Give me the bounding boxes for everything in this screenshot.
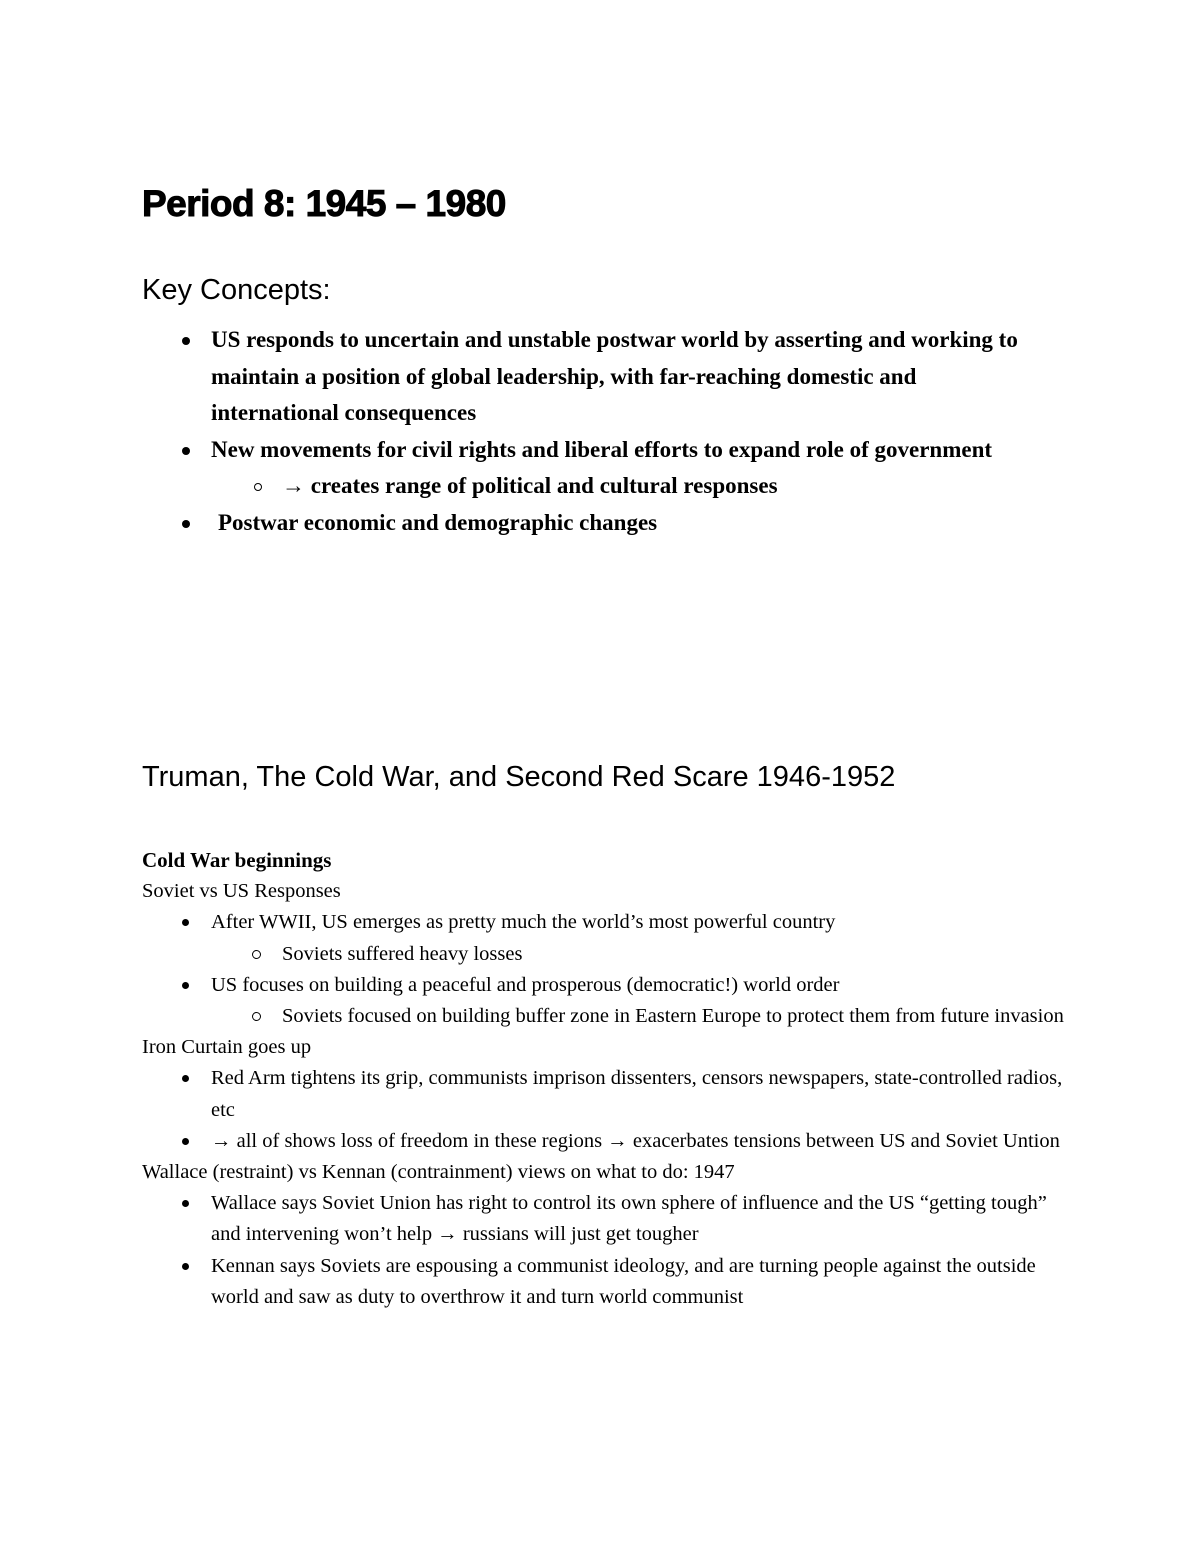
- sub-list-item: [142, 468, 1042, 505]
- bullet-icon: [182, 447, 190, 455]
- bullet-icon: [182, 1263, 189, 1270]
- bullet-icon: [182, 919, 189, 926]
- hollow-bullet-icon: [254, 483, 262, 491]
- sub-list-item: [142, 1001, 1072, 1032]
- list-item-text: → all of shows loss of freedom in these regions → exacerbates tensions between US and Soviet Untion: [211, 1129, 1060, 1152]
- list-item: [142, 1063, 1072, 1125]
- page-title: Period 8: 1945 – 1980: [142, 183, 506, 224]
- bullet-icon: [182, 1075, 189, 1082]
- list-item: [142, 970, 1072, 1001]
- list-item-text: After WWII, US emerges as pretty much the world’s most powerful country: [211, 911, 836, 934]
- key-concepts-list: [142, 322, 1042, 541]
- bullet-icon: [182, 337, 190, 345]
- section-heading: Truman, The Cold War, and Second Red Scare 1946-1952: [142, 761, 896, 793]
- list-item: [142, 1126, 1072, 1157]
- sub-list-item-text: Soviets focused on building buffer zone in Eastern Europe to protect them from future invasion: [282, 1005, 1064, 1028]
- sub-list-item: [142, 939, 1072, 970]
- notes-body: [142, 845, 1072, 1313]
- hollow-bullet-icon: [252, 1012, 261, 1021]
- list-item-text: US focuses on building a peaceful and prosperous (democratic!) world order: [211, 973, 840, 996]
- key-concepts-heading: Key Concepts:: [142, 274, 331, 306]
- bullet-icon: [182, 982, 189, 989]
- list-item: [142, 322, 1042, 432]
- list-item-text: Postwar economic and demographic changes: [218, 509, 658, 535]
- list-item-text: Kennan says Soviets are espousing a communist ideology, and are turning people against the outside world and saw as duty to overthrow it and turn world communist: [211, 1254, 1036, 1308]
- list-item: [142, 1188, 1072, 1250]
- list-item: [142, 1251, 1072, 1313]
- subsection-title: Cold War beginnings: [142, 848, 332, 872]
- sub-list-item-text: → creates range of political and cultural responses: [282, 473, 778, 498]
- list-item-text: Red Arm tightens its grip, communists imprison dissenters, censors newspapers, state-controlled radios, etc: [211, 1067, 1063, 1121]
- bullet-icon: [182, 1200, 189, 1207]
- list-item: [142, 907, 1072, 938]
- list-item-text: New movements for civil rights and liberal efforts to expand role of government: [211, 436, 993, 462]
- group-label: Soviet vs US Responses: [142, 880, 341, 903]
- group-label: Iron Curtain goes up: [142, 1036, 312, 1059]
- list-item-text: Wallace says Soviet Union has right to control its own sphere of influence and the US “getting tough” and intervening won’t help → russians will just get tougher: [211, 1192, 1047, 1246]
- bullet-icon: [182, 520, 190, 528]
- sub-list-item-text: Soviets suffered heavy losses: [282, 942, 523, 965]
- list-item-text: US responds to uncertain and unstable postwar world by asserting and working to maintain a position of global leadership, with far-reaching domestic and international consequences: [211, 327, 1018, 425]
- list-item: [142, 432, 1042, 469]
- group-label: Wallace (restraint) vs Kennan (contrainment) views on what to do: 1947: [142, 1161, 735, 1184]
- hollow-bullet-icon: [252, 950, 261, 959]
- bullet-icon: [182, 1138, 189, 1145]
- list-item: [142, 505, 1042, 542]
